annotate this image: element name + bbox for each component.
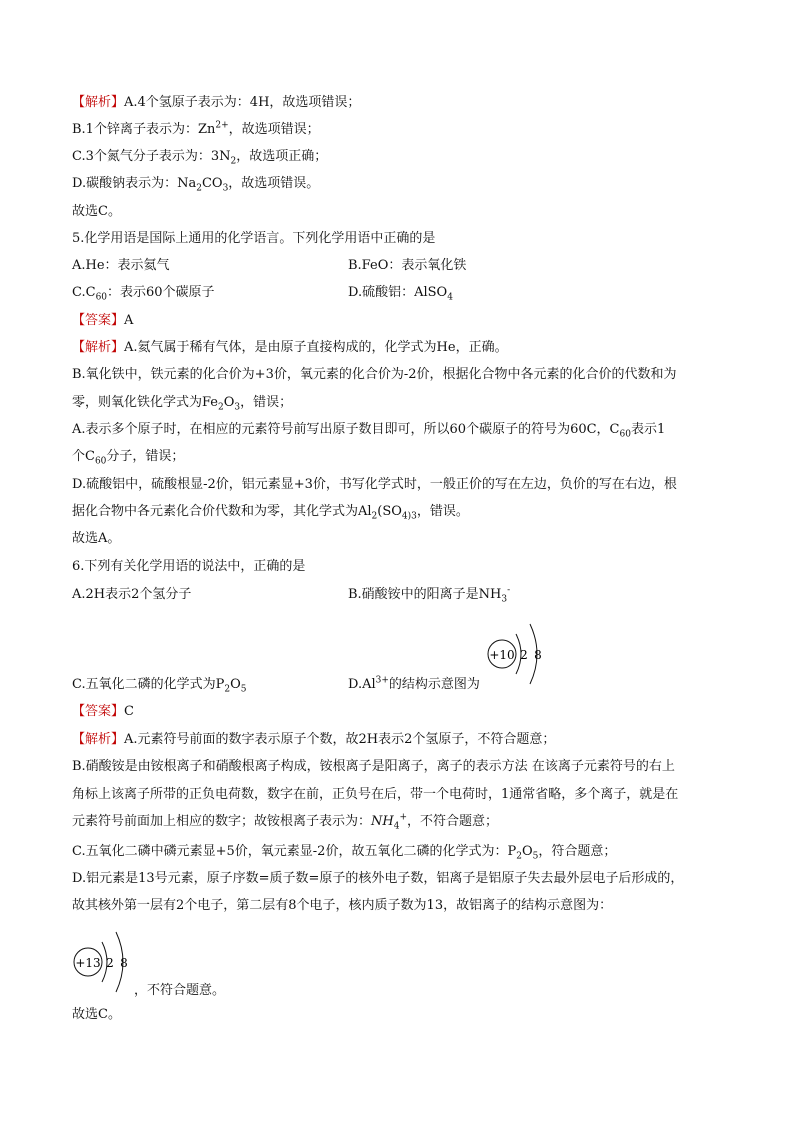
q5-option-a: A.He：表示氦气 xyxy=(72,258,170,273)
q6-option-a: A.2H表示2个氢分子 xyxy=(72,587,192,602)
q5-analysis-b1: B.氧化铁中，铁元素的化合价为+3价，氧元素的化合价为-2价，根据化合物中各元素的化合价的代数和为 xyxy=(72,367,677,382)
q5-analysis-c2: 个$C_{60}$分子，错误； xyxy=(72,449,185,467)
q6-analysis-c: C.五氧化二磷中磷元素显+5价，氧元素显-2价，故五氧化二磷的化学式为：$P_2O_5$，符合题意； xyxy=(72,844,617,862)
al3-structure-diagram xyxy=(484,616,548,694)
q6-option-d: $D.Al^{3+}$的结构示意图为 xyxy=(348,675,480,692)
q5-analysis-c1: A.表示多个原子时，在相应的元素符号前写出原子数目即可，所以60个碳原子的符号为60C，$C_{60}$表示1 xyxy=(72,422,666,440)
al-ion-structure-diagram xyxy=(70,924,136,1002)
q5-option-d: D.硫酸铝：AlSO$_4$ xyxy=(348,285,453,303)
q4-analysis-b: B.1个锌离子表示为：$Zn^{2+}$，故选项错误； xyxy=(72,120,320,137)
q6-answer: 【答案】C xyxy=(72,704,134,719)
q5-stem: 5.化学用语是国际上通用的化学语言。下列化学用语中正确的是 xyxy=(72,231,436,246)
q4-analysis-a: 【解析】A.4个氢原子表示为：4H，故选项错误； xyxy=(72,95,361,110)
q4-conclusion: 故选C。 xyxy=(72,204,121,219)
q6-option-c: C.五氧化二磷的化学式为$P_2O_5$ xyxy=(72,677,247,695)
q5-analysis-b2: 零，则氧化铁化学式为$Fe_2O_3$，错误； xyxy=(72,395,293,413)
q5-option-c: $C.C_{60}$：表示60个碳原子 xyxy=(72,285,215,303)
q6-analysis-d1: D.铝元素是13号元素，原子序数=质子数=原子的核外电子数，铝离子是铝原子失去最外层电子后形成的， xyxy=(72,871,684,886)
q5-option-b: B.FeO：表示氧化铁 xyxy=(348,258,467,273)
shell-1-electrons: 2 xyxy=(520,648,528,662)
q5-analysis-a: 【解析】A.氦气属于稀有气体，是由原子直接构成的，化学式为He，正确。 xyxy=(72,340,508,355)
nucleus-charge: +10 xyxy=(489,648,515,662)
analysis-label: 【解析】 xyxy=(72,95,125,110)
q6-stem: 6.下列有关化学用语的说法中，正确的是 xyxy=(72,559,306,574)
q6-analysis-a: 【解析】A.元素符号前面的数字表示原子个数，故2H表示2个氢原子，不符合题意； xyxy=(72,732,556,747)
q5-analysis-d2: 据化合物中各元素化合价代数和为零，其化学式为$Al_2(SO_{4)3}$，错误。 xyxy=(72,504,469,522)
nucleus-charge: +13 xyxy=(75,956,101,970)
q4-analysis-c: C.3个氮气分子表示为：$3N_2$，故选项正确； xyxy=(72,149,328,167)
shell-2-electrons: 8 xyxy=(534,648,542,662)
q5-answer: 【答案】A xyxy=(72,313,134,328)
q6-analysis-b1: B.硝酸铵是由铵根离子和硝酸根离子构成，铵根离子是阳离子，离子的表示方法 在该离子元素符号的右上 xyxy=(72,759,675,774)
q6-analysis-b2: 角标上该离子所带的正负电荷数，数字在前，正负号在后，带一个电荷时，1通常省略，多个离子，就是在 xyxy=(72,787,679,802)
q6-analysis-b3: 元素符号前面加上相应的数字；故铵根离子表示为：$NH_4^+$，不符合题意； xyxy=(72,812,499,832)
q6-conclusion: 故选C。 xyxy=(72,1007,121,1022)
q6-option-b: B.硝酸铵中的阳离子是$NH_3^-$ xyxy=(348,585,511,605)
shell-1-electrons: 2 xyxy=(106,956,114,970)
q6-analysis-d3: ，不符合题意。 xyxy=(134,983,226,998)
q5-analysis-d1: D.硫酸铝中，硫酸根显-2价，铝元素显+3价，书写化学式时，一般正价的写在左边，负价的写在右边，根 xyxy=(72,477,677,492)
q4-analysis-d: D.碳酸钠表示为：$Na_2CO_3$，故选项错误。 xyxy=(72,176,320,194)
q6-analysis-d2: 故其核外第一层有2个电子，第二层有8个电子，核内质子数为13，故铝离子的结构示意图为： xyxy=(72,898,613,913)
q5-conclusion: 故选A。 xyxy=(72,531,121,546)
shell-2-electrons: 8 xyxy=(120,956,128,970)
